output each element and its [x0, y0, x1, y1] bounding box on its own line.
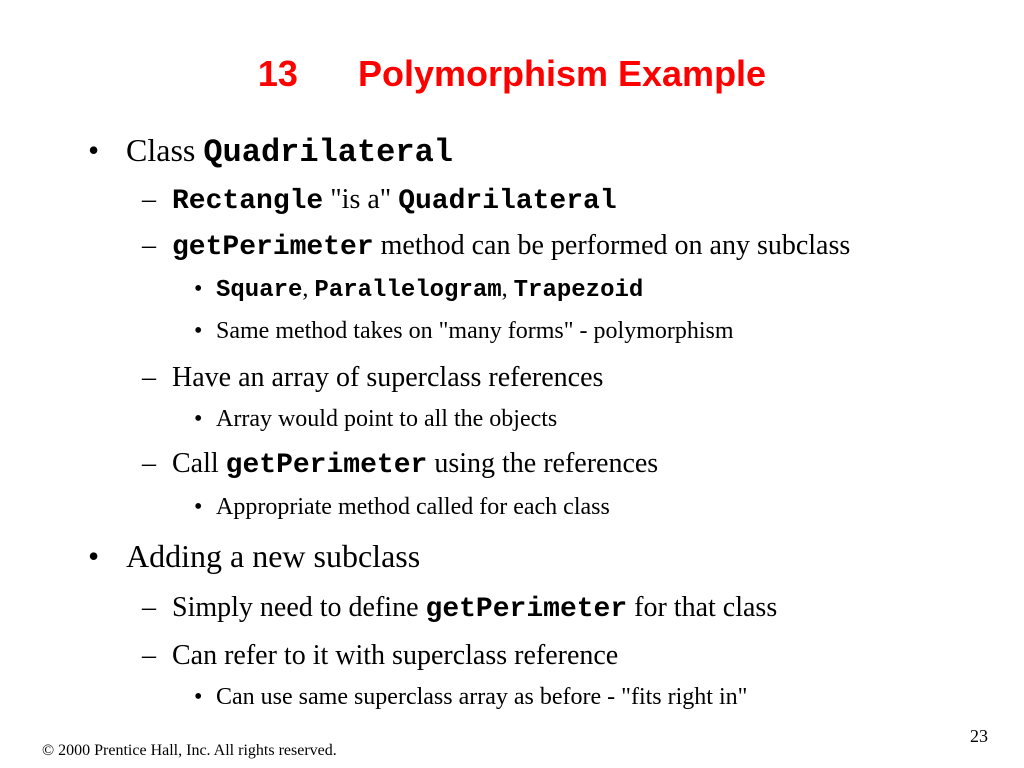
- code-term: Quadrilateral: [203, 134, 453, 171]
- sub-bullet-marker: •: [194, 276, 203, 302]
- sub-bullet-marker: •: [194, 318, 203, 344]
- title-number: 13: [257, 53, 298, 94]
- bullet-adding-subclass: Adding a new subclass: [126, 538, 421, 574]
- sub-bullet-marker: •: [194, 494, 203, 520]
- code-term: Trapezoid: [513, 277, 644, 304]
- dash-text: for that class: [627, 592, 778, 623]
- dash-superclass-reference: Can refer to it with superclass reference: [172, 640, 619, 671]
- code-term: getPerimeter: [425, 594, 628, 625]
- code-term: Parallelogram: [314, 277, 502, 304]
- sub-bullet-many-forms: Same method takes on "many forms" - polymorphism: [216, 318, 734, 344]
- title-text: Polymorphism Example: [357, 53, 767, 94]
- code-term: Square: [216, 277, 303, 304]
- separator: ,: [501, 276, 514, 302]
- code-term: getPerimeter: [172, 232, 374, 263]
- page-number: 23: [970, 726, 988, 746]
- dash-marker: –: [142, 448, 156, 479]
- dash-text: Simply need to define: [172, 592, 426, 623]
- dash-array-of-references: Have an array of superclass references: [172, 362, 604, 393]
- dash-marker: –: [142, 592, 156, 623]
- bullet-marker: •: [88, 132, 100, 168]
- dash-define-getperimeter: [172, 592, 777, 625]
- slide-title: [0, 52, 1024, 96]
- dash-getperimeter-method: [172, 230, 850, 263]
- code-term: Quadrilateral: [398, 186, 617, 217]
- dash-marker: –: [142, 230, 156, 261]
- dash-text: method can be performed on any subclass: [373, 230, 851, 261]
- bullet-class-quadrilateral: [126, 132, 453, 171]
- dash-marker: –: [142, 640, 156, 671]
- sub-bullet-subclasses: [216, 276, 643, 304]
- dash-marker: –: [142, 362, 156, 393]
- sub-bullet-appropriate-method: Appropriate method called for each class: [216, 494, 610, 520]
- bullet-text: Class: [126, 132, 204, 168]
- dash-text: "is a": [323, 184, 399, 215]
- sub-bullet-array-points: Array would point to all the objects: [216, 406, 558, 432]
- code-term: getPerimeter: [225, 450, 428, 481]
- sub-bullet-fits-right-in: Can use same superclass array as before - "fits right in": [216, 684, 748, 710]
- dash-call-getperimeter: [172, 448, 658, 481]
- copyright-footer: © 2000 Prentice Hall, Inc. All rights reserved.: [42, 742, 337, 759]
- dash-rectangle-is-a: [172, 184, 617, 217]
- dash-text: using the references: [427, 448, 659, 479]
- sub-bullet-marker: •: [194, 684, 203, 710]
- bullet-marker: •: [88, 538, 100, 574]
- separator: ,: [302, 276, 315, 302]
- dash-marker: –: [142, 184, 156, 215]
- code-term: Rectangle: [172, 186, 324, 217]
- sub-bullet-marker: •: [194, 406, 203, 432]
- dash-text: Call: [172, 448, 226, 479]
